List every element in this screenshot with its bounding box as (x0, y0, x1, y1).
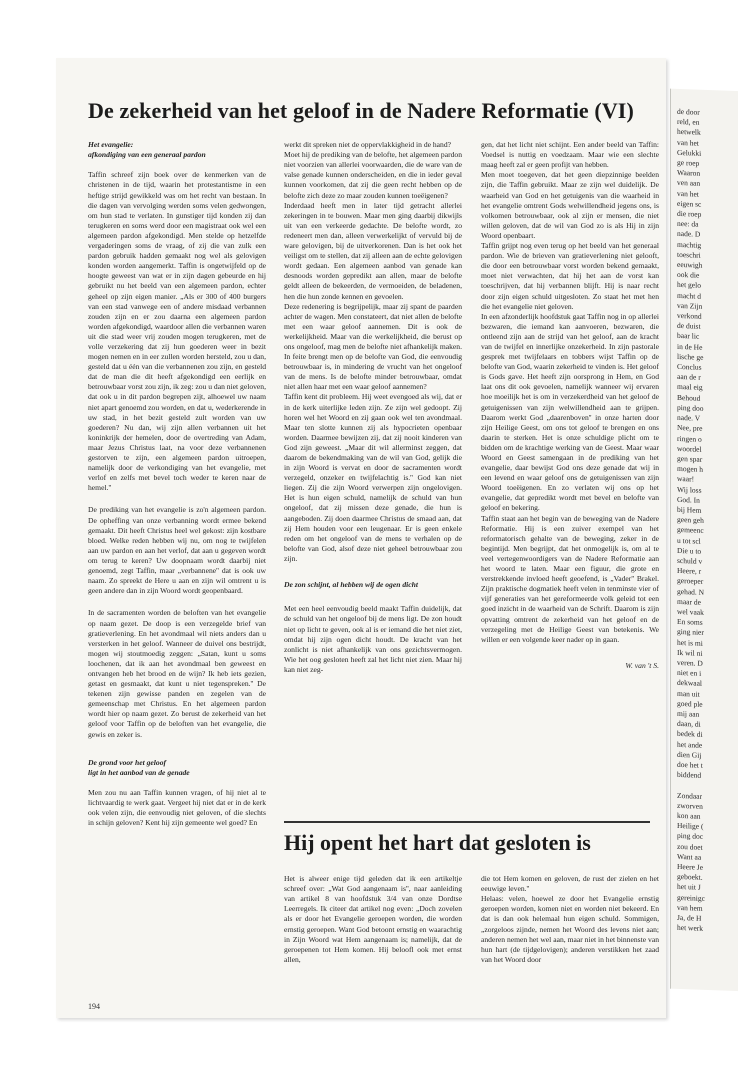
next-page-text: de door reld, en hetwelk van het Gelukki ge roep Waaron ven aan van het eigen sc die roep nee: da nade. D machtig toeschri eeuwigh ook die het gelo macht d van Zijn verkond de duist baar lic in de He lische ge Conclus aan de r maal eig Behoud ping doo nade. V Nee, pre ringen o woordel gen spar mogen h waar! Wij loss God. In bij Hem geen geh gemeenc u tot scl Die u to schuld v Heere, r geroeper gehad. N maar de wel vaak En soms ging nier het is mi Ik wil ni veren. D niet en i dekwaal man uit goed ple mij aan daan, di bedek di het ande dien Gij doe het t biddend Zondaar zworven kon aan Heilige ( ping doc zou doet Want aa Heere Je geboekt. het uit J gereinigc van hem Ja, de H het werk (677, 106, 705, 934)
subheading: De grond voor het geloof ligt in het aanbod van de genade (88, 757, 190, 777)
subheading: De zon schijnt, al hebben wij de ogen dicht (284, 580, 418, 590)
paragraph: werkt dit spreken niet de oppervlakkigheid in de hand? Moet hij de prediking van de belofte, het algemeen pardon niet voorzien van allerlei voorwaarden, die de ware van de valse genade kunnen onderscheiden, en die in ieder geval kunnen voorkomen, dat zij die geen recht hebben op de belofte zich deze zo maar zouden kunnen toeëigenen? Inderdaad heeft men in later tijd getracht allerlei zekeringen in te bouwen. Maar men ging daarbij dikwijls uit van een verkeerde gedachte. De belofte wordt, zo redeneert men dan, alleen verwerkelijkt of vervuld bij de ware gelovigen, bij de uitverkorenen. Dan is het ook het veiligst om te stellen, dat zij alleen aan de echte gelovigen wordt gedaan. Een algemeen aanbod van genade kan desnoods worden gepredikt aan allen, maar de belofte geldt alleen de bekeerden, de vermoeiden, de beladenen, hen die hun zonde kennen en gevoelen. Deze redenering is begrijpelijk, maar zij spant de paarden achter de wagen. Men constateert, dat niet allen de belofte met een waar geloof aannemen. Dit is ook de werkelijkheid. Maar van die werkelijkheid, die berust op ons ongeloof, mag men de belofte niet afhankelijk maken. In feite brengt men op de belofte van God, die eenvoudig betrouwbaar is, in mindering de vrucht van het ongeloof van de mens. Is de belofte minder betrouwbaar, omdat niet allen haar met een waar geloof aannemen? Taffin kent dit probleem. Hij weet evengoed als wij, dat er in de kerk uiterlijke leden zijn. Ze zijn wel gedoopt. Zij horen wel het Woord en zij gaan ook wel ten avondmaal. Maar ten slotte kunnen zij als hypocrieten openbaar worden. Daarmee bewijzen zij, dat zij nooit kinderen van God zijn geweest. „Maar dit wil allerminst zeggen, dat daarom de bekendmaking van de wil van God, gelijk die in zijn Woord is vervat en door de sacramenten wordt verzegeld, onzeker en twijfelachtig is.'' God kan niet liegen. Zij die zijn Woord verwerpen zijn ongelovigen. Het is hun eigen schuld, namelijk de schuld van hun ongeloof, dat zij missen deze genade, die hun is aangeboden. Zij doen daarmee Christus de smaad aan, dat zij Hem houden voor een leugenaar. Er is geen enkele reden om het ongeloof van de mens te verhalen op de belofte van God, alsof deze niet geheel betrouwbaar zou zijn. (284, 140, 462, 563)
article-column-3 (481, 130, 659, 681)
article-title: De zekerheid van het geloof in de Nadere Reformatie (VI) (88, 98, 634, 123)
paragraph: Men zou nu aan Taffin kunnen vragen, of hij niet al te lichtvaardig te werk gaat. Vergeet hij niet dat er in de kerk ook velen zijn, die eenvoudig niet geloven, of die slechts in schijn geloven? Kent hij zijn gemeente wel goed? En (88, 788, 266, 828)
paragraph: Met een heel eenvoudig beeld maakt Taffin duidelijk, dat de schuld van het ongeloof bij de mens ligt. De zon houdt niet op licht te geven, ook al is er iemand die het niet ziet, omdat hij zijn ogen dicht houdt. De kracht van het zonlicht is niet afhankelijk van ons gezichtsvermogen. Wie het oog gesloten heeft zal het licht niet zien. Maar hij kan niet zeg- (284, 604, 462, 674)
paragraph: Taffin schreef zijn boek over de kenmerken van de christenen in de tijd, waarin het protestantisme in een heftige strijd gewikkeld was om het recht van bestaan. In die dagen van vervolging werden soms velen gedwongen, om hun stad te verlaten. In gunstiger tijd konden zij dan terugkeren en soms werd door een magistraat ook wel een algemeen pardon afgekondigd. Men stelde op hetzelfde vergaderingen soms de vraag, of zij die van zulk een pardon gebruik hadden gemaakt nog wel als gelovigen konden worden aangemerkt. Taffin is ongetwijfeld op de hoogte geweest van wat er in zijn dagen gebeurde en hij gebruikt nu het beeld van een algemeen pardon, echter geheel op zijn eigen manier. „Als er 300 of 400 burgers van een stad vanwege een of andere misdaad verbannen zouden zijn en er zou daarna een algemeen pardon worden afgekondigd, waardoor allen die verbannen waren uit die stad weer vrij zouden mogen terugkeren, met de volle verzekering dat zij hun goederen weer in bezit mogen nemen en in eer zullen worden hersteld, zou u dan, gesteld dat u één van die verbannenen zou zijn, en gesteld dat de man die dit heeft afgekondigd een eerlijk en betrouwbaar vorst zou zijn, ik zeg: zou u dan niet geloven, dat ook u in dit pardon begrepen zijt, alhoewel uw naam niet apart genoemd zou worden, en dat u, wederkerende in uw stad, in het bezit gesteld zult worden van uw goederen? Nu dan, wij zijn allen verbannen uit het koninkrijk der hemelen, door de overtreding van Adam, maar Jezus Christus laat, na voor deze verbannenen gestorven te zijn, een algemeen pardon uitroepen, namelijk door de verkondiging van het evangelie, met verlof en zelfs met bevel toch weder te keren naar de hemel.'' (88, 170, 266, 493)
next-page-edge (670, 89, 738, 992)
author-signature: W. van 't S. (625, 660, 659, 670)
paragraph: De prediking van het evangelie is zo'n algemeen pardon. De opheffing van onze verbanning wordt ermee bekend gemaakt. Dit heeft Christus heel wel gekost: zijn kostbare bloed. Welke reden hebben wij nu, om nog te twijfelen aan uw pardon en aan het verlof, dat aan u gegeven wordt om terug te keren? Uw doopnaam wordt daarbij niet genoemd, zegt Taffin, maar „verbannene'' dat is ook uw naam. Zo spreekt de Here u aan en zijn wil omtrent u is geen andere dan in zijn Woord wordt geopenbaard. (88, 505, 266, 596)
page-number: 194 (88, 1002, 100, 1011)
subheading: Het evangelie: afkondiging van een generaal pardon (88, 140, 206, 160)
article-column-2 (284, 130, 462, 687)
second-article-title: Hij opent het hart dat gesloten is (284, 830, 591, 855)
second-article-column-2 (481, 864, 659, 977)
second-article-column-1 (284, 864, 462, 977)
article-column-1 (88, 130, 266, 840)
paragraph: gen, dat het licht niet schijnt. Een ander beeld van Taffin: Voedsel is nuttig en voedzaam. Maar wie een slechte maag heeft zal er geen profijt van hebben. Men moet toegeven, dat het geen diepzinnige beelden zijn, die Taffin gebruikt. Maar ze zijn wel duidelijk. De waarheid van God en het getuigenis van die waarheid in het evangelie omtrent Gods welwillendheid jegens ons, is volkomen betrouwbaar, ook al zijn er mensen, die niet willen geloven, dat de wil van God zo is als Hij in zijn Woord openbaart. Taffin grijpt nog even terug op het beeld van het generaal pardon. Wie de brieven van gratieverlening niet gelooft, die door een betrouwbaar vorst worden bekend gemaakt, moet niet verwachten, dat hij het aan de vorst kan toeschrijven, dat hij verbannen blijft. Hij is naar recht door zijn eigen schuld uitgesloten. Zo staat het met hen die het evangelie niet geloven. In een afzonderlijk hoofdstuk gaat Taffin nog in op allerlei bezwaren, die iemand kan aanvoeren, bezwaren, die ontleend zijn aan de strijd van het geloof, aan de kracht van de twijfel en innerlijke onzekerheid. In zijn pastorale gesprek met twijfelaars en tobbers wijst Taffin op de belofte van God, waarin zekerheid te vinden is. Het geloof is Gods gave. Het heeft zijn oorsprong in Hem, en God laat ons dit ook gevoelen, namelijk wanneer wij ervaren hoe moeilijk het is om in verzekerdheid van het geloof de getuigenissen van zijn welwillendheid aan te grijpen. Daarom werkt God „daarenboven'' in onze harten door zijn Heilige Geest, om ons tot geloof te brengen en ons daarin te sterken. Het is onze schuldige plicht om te bidden om de krachtige werking van de Geest. Maar waar Woord en Geest samengaan in de prediking van het evangelie, daar bewijst God ons deze genade dat wij in een levend en waar geloof ons de getuigenissen van zijn Woord toeëigenen. En zo verlaten wij ons op het evangelie, dat gepredikt wordt met bevel en belofte van geloof en bekering. Taffin staat aan het begin van de beweging van de Nadere Reformatie. Hij is een zuiver exempel van het reformatorisch gehalte van de beweging, zeker in de begintijd. Men begrijpt, dat het onmogelijk is, om al te veel vertegenwoordigers van de Nadere Reformatie aan het woord te laten. Maar een figuur, die grote en verstrekkende invloed heeft geoefend, is „Vader'' Brakel. Zijn praktische dogmatiek heeft velen in tenminste vier of vijf generaties van het gereformeerde volk geleid tot een goed inzicht in de waarheid van de Schrift. Daarom is zijn opvatting omtrent de zekerheid van het geloof en de verzegeling met de Heilige Geest van betekenis. We willen er een volgende keer nader op in gaan. (481, 140, 659, 644)
section-divider (284, 821, 650, 823)
paragraph: die tot Hem komen en geloven, de rust der zielen en het eeuwige leven.'' Helaas: velen, hoewel ze door het Evangelie ernstig geroepen worden, komen niet en worden niet bekeerd. En dat is dan ook helemaal hun eigen schuld. Sommigen, „zorgeloos zijnde, nemen het Woord des levens niet aan; anderen nemen het wel aan, maar niet in het binnenste van hun hart (de tijdgelovigen); anderen verstikken het zaad van het Woord door (481, 874, 659, 964)
paragraph: Het is alweer enige tijd geleden dat ik een artikeltje schreef over: „Wat God aangenaam is'', naar aanleiding van artikel 8 van hoofdstuk 3/4 van onze Dordtse Leerregels. Ik citeer dat artikel nog even: „Doch zovelen als er door het Evangelie geroepen worden, die worden ernstig geroepen. Want God betoont ernstig en waarachtig in Zijn Woord wat Hem aangenaam is; namelijk, dat de geroepenen tot Hem komen. Hij beloofl ook met ernst allen, (284, 874, 462, 964)
paragraph: In de sacramenten worden de beloften van het evangelie op naam gezet. De doop is een verzegelde brief van gratieverlening. En het avondmaal wil niets anders dan u versterken in het geloof. Wanneer de duivel ons bestrijdt, mogen wij stoutmoedig zeggen: „Satan, kunt u soms loochenen, dat ik aan het avondmaal ben geweest en ontvangen heb het brood en de wijn? Ik heb iets gezien, getast en gesmaakt, dat kunt u niet tegenspreken.'' De tekenen zijn gewisse panden en zegelen van de gemeenschap met Christus. En het algemeen pardon wordt hier op naam gezet. Zo berust de zekerheid van het geloof voor Taffin op de beloften van het evangelie, die gewis en zeker is. (88, 608, 266, 739)
magazine-page (56, 58, 666, 1018)
